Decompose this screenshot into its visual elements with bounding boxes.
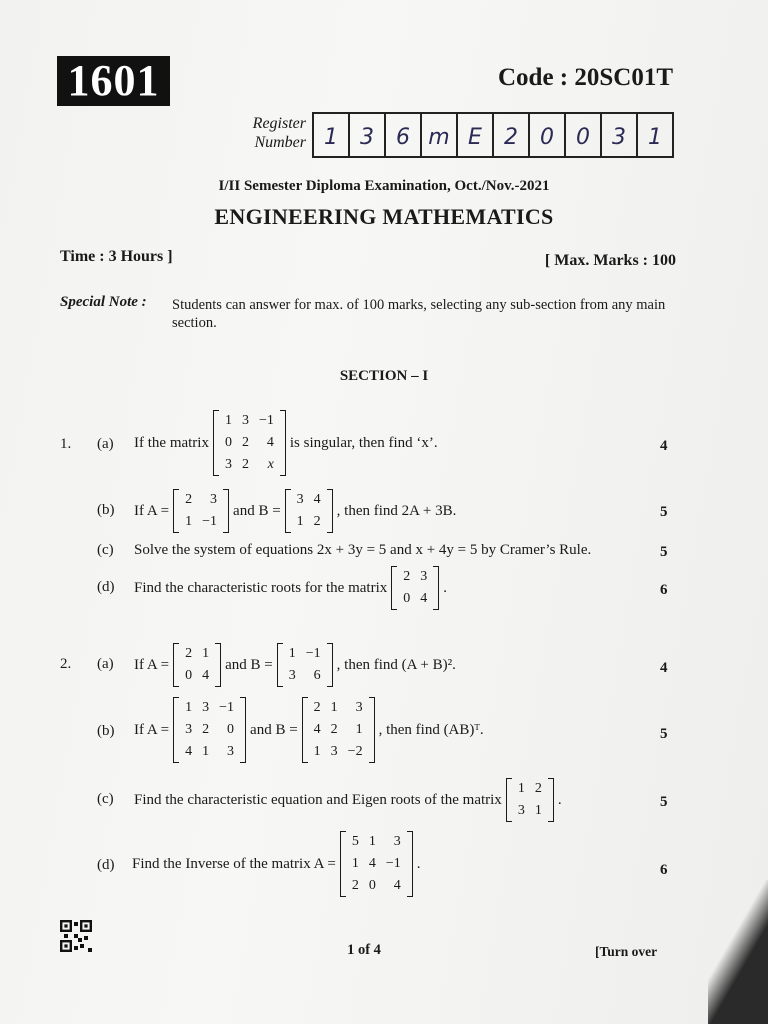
matrix xyxy=(391,566,439,610)
matrix-entry: 4 xyxy=(393,878,401,893)
question-1c: Solve the system of equations 2x + 3y = 5 and x + 4y = 5 by Cramer’s Rule. xyxy=(134,542,592,558)
page-number: 1 of 4 xyxy=(347,942,381,958)
matrix-entry: 1 xyxy=(355,722,363,737)
register-digit-cell: 2 xyxy=(494,114,530,156)
matrix-entry: 3 xyxy=(185,722,193,737)
register-digit-cell: E xyxy=(458,114,494,156)
matrix-entry: −2 xyxy=(347,744,363,759)
sub-label: (a) xyxy=(97,656,114,672)
register-digit-cell: m xyxy=(422,114,458,156)
matrix-entry: 2 xyxy=(351,878,359,893)
matrix-entry: −1 xyxy=(385,856,401,871)
page-edge-shadow xyxy=(708,880,768,1024)
matrix-entry: 0 xyxy=(224,435,232,450)
question-number: 2. xyxy=(60,656,72,672)
matrix-entry: 2 xyxy=(403,569,411,584)
section-title: SECTION – I xyxy=(339,368,429,384)
special-note-text: Students can answer for max. of 100 marks, selecting any sub-section from any main section. xyxy=(172,297,666,331)
matrix-entry: 3 xyxy=(393,834,401,849)
sub-label: (b) xyxy=(97,502,115,518)
question-1a: If the matrix 1 3 −1 0 2 4 3 2 x is singular, then find ‘x’. xyxy=(134,410,438,476)
sub-label: (d) xyxy=(97,857,115,873)
matrix-entry: 2 xyxy=(313,514,321,529)
question-2a: If A = 2 1 0 4 and B = 1 −1 3 6 , then find (A + B)². xyxy=(134,643,456,687)
matrix-entry: 1 xyxy=(534,803,542,818)
matrix-entry: 4 xyxy=(420,591,428,606)
marks: 6 xyxy=(660,862,668,878)
subject-code: Code : 20SC01T xyxy=(498,64,674,91)
question-2b: If A = 1 3 −1 3 2 0 4 1 3 and B = 2 1 3 4 2 1 1 3 −2 , then find (AB)ᵀ. xyxy=(134,697,484,763)
matrix-entry: 4 xyxy=(266,435,274,450)
matrix-entry: 2 xyxy=(241,435,249,450)
matrix-a xyxy=(173,643,221,687)
marks: 5 xyxy=(660,794,668,810)
matrix-entry: 2 xyxy=(313,700,321,715)
question-1b: If A = 2 3 1 −1 and B = 3 4 1 2 , then find 2A + 3B. xyxy=(134,489,456,533)
matrix-entry: 3 xyxy=(288,668,296,683)
marks: 4 xyxy=(660,438,668,454)
matrix-entry: 3 xyxy=(241,413,249,428)
matrix-entry: 1 xyxy=(202,646,210,661)
exam-title: I/II Semester Diploma Examination, Oct./Nov.-2021 xyxy=(218,178,550,194)
matrix-entry: 3 xyxy=(517,803,525,818)
matrix-entry: 1 xyxy=(296,514,304,529)
matrix-entry: 2 xyxy=(330,722,338,737)
register-digit-cell: 1 xyxy=(638,114,674,156)
matrix-b xyxy=(277,643,333,687)
question-number: 1. xyxy=(60,436,72,452)
matrix-entry: 4 xyxy=(202,668,210,683)
matrix-entry: 3 xyxy=(355,700,363,715)
matrix-a xyxy=(173,697,246,763)
matrix-entry: −1 xyxy=(219,700,235,715)
question-2d: Find the Inverse of the matrix A = 5 1 3 1 4 −1 2 0 4 . xyxy=(132,831,421,897)
matrix-entry: 1 xyxy=(288,646,296,661)
matrix-b xyxy=(285,489,333,533)
max-marks: [ Max. Marks : 100 xyxy=(544,252,676,269)
matrix-entry: 1 xyxy=(351,856,359,871)
matrix-entry: 4 xyxy=(313,722,321,737)
matrix-entry: 1 xyxy=(330,700,338,715)
subject-title: ENGINEERING MATHEMATICS xyxy=(214,204,554,229)
matrix-a xyxy=(173,489,229,533)
sub-label: (d) xyxy=(97,579,115,595)
paper-code-badge: 1601 xyxy=(57,56,170,106)
matrix-entry: 3 xyxy=(224,457,232,472)
sub-label: (a) xyxy=(97,436,114,452)
time-allowed: Time : 3 Hours ] xyxy=(60,248,173,265)
turn-over-note: [Turn over xyxy=(595,944,658,959)
marks: 6 xyxy=(660,582,668,598)
matrix xyxy=(506,778,554,822)
marks: 5 xyxy=(660,726,668,742)
question-2c: Find the characteristic equation and Eigen roots of the matrix 1 2 3 1 . xyxy=(134,778,562,822)
matrix-entry: 2 xyxy=(185,492,193,507)
matrix-entry: 3 xyxy=(296,492,304,507)
matrix-entry: 5 xyxy=(351,834,359,849)
register-number-boxes xyxy=(312,112,674,158)
matrix xyxy=(340,831,413,897)
matrix-entry: −1 xyxy=(305,646,321,661)
matrix-entry: 3 xyxy=(330,744,338,759)
matrix-entry: 3 xyxy=(420,569,428,584)
matrix-entry: 2 xyxy=(534,781,542,796)
sub-label: (c) xyxy=(97,542,114,558)
matrix-entry: 2 xyxy=(241,457,249,472)
sub-label: (b) xyxy=(97,723,115,739)
sub-label: (c) xyxy=(97,791,114,807)
matrix-entry: 0 xyxy=(185,668,193,683)
matrix-entry: 1 xyxy=(185,700,193,715)
register-number-label: Register Number xyxy=(252,115,306,151)
matrix-entry: 1 xyxy=(517,781,525,796)
matrix-b xyxy=(302,697,375,763)
marks: 5 xyxy=(660,544,668,560)
matrix-entry: 4 xyxy=(313,492,321,507)
matrix-entry: 1 xyxy=(202,744,210,759)
matrix-entry: 1 xyxy=(224,413,232,428)
marks: 4 xyxy=(660,660,668,676)
matrix-entry: 3 xyxy=(227,744,235,759)
register-digit-cell: 3 xyxy=(350,114,386,156)
matrix-entry: 1 xyxy=(313,744,321,759)
matrix-entry: 6 xyxy=(313,668,321,683)
matrix-entry: 2 xyxy=(202,722,210,737)
matrix-entry: 4 xyxy=(185,744,193,759)
register-digit-cell: 6 xyxy=(386,114,422,156)
question-1d: Find the characteristic roots for the matrix 2 3 0 4 . xyxy=(134,566,447,610)
matrix-entry: −1 xyxy=(258,413,274,428)
matrix-entry: 3 xyxy=(202,700,210,715)
matrix-entry: 1 xyxy=(185,514,193,529)
matrix-entry: 4 xyxy=(368,856,376,871)
matrix xyxy=(213,410,286,476)
matrix-entry: 2 xyxy=(185,646,193,661)
special-note-label: Special Note : xyxy=(60,294,147,310)
register-digit-cell: 0 xyxy=(530,114,566,156)
matrix-entry: 0 xyxy=(227,722,235,737)
marks: 5 xyxy=(660,504,668,520)
matrix-entry: −1 xyxy=(202,514,218,529)
matrix-entry: 1 xyxy=(368,834,376,849)
matrix-entry: x xyxy=(267,457,274,472)
register-digit-cell: 3 xyxy=(602,114,638,156)
matrix-entry: 0 xyxy=(403,591,411,606)
matrix-entry: 3 xyxy=(210,492,218,507)
matrix-entry: 0 xyxy=(368,878,376,893)
register-digit-cell: 1 xyxy=(314,114,350,156)
register-digit-cell: 0 xyxy=(566,114,602,156)
